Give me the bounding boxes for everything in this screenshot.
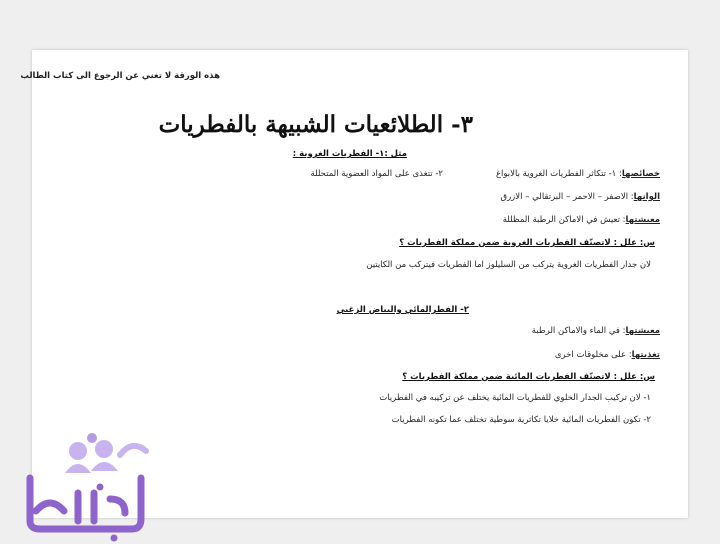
logo-figures-icon [65,433,146,473]
tullabna-logo [20,433,150,543]
section2-heading: ٢- الفطرالمائي والبياض الزغبي [336,305,469,315]
colors-label: الوانها [633,192,660,202]
section2-question: س: علل : لاتصنّف الفطريات المائية ضمن مملكة الفطريات ؟ [402,372,655,382]
section1-characteristics-2: ٢- تتغذى على المواد العضوية المتحللة [310,169,443,179]
section1-characteristics [496,169,660,179]
section2-habitat [532,326,660,336]
nutrition-label: تغذيتها [631,350,660,360]
logo-wordmark [30,478,141,529]
page-title: ٣- الطلائعيات الشبيهة بالفطريات [158,111,473,138]
characteristics-label: خصائصها [621,169,660,179]
habitat-text-2: : في الماء والاماكن الرطبة [531,326,626,336]
section2-answer-2: ٢- تكون الفطريات المائية خلايا تكاثرية سوطية تختلف عما تكونه الفطريات [391,415,651,425]
section2-answer-1: ١- لان تركيب الجدار الخلوي للفطريات المائية يختلف عن تركيبه في الفطريات [379,393,651,403]
habitat-text: : تعيش في الاماكن الرطبة المظللة [502,215,626,225]
section1-question: س: علل : لاتصنّف الفطريات الغروية ضمن مملكة الفطريات ؟ [399,238,655,248]
section1-answer: لان جدار الفطريات الغروية يتركب من السليلوز اما الفطريات فيتركب من الكايتين [366,260,651,270]
habitat-label: معيشتها [625,215,660,225]
colors-text: : الاصفر – الاحمر – البرتقالي – الازرق [500,192,634,202]
section1-colors [500,192,660,202]
characteristics-text: : ١- تتكاثر الفطريات الغروية بالابواغ [495,169,622,179]
nutrition-text: : على مخلوقات اخرى [554,350,632,360]
section1-heading: مثل :١- الفطريات الغروية : [292,149,407,159]
habitat-label-2: معيشتها [625,326,660,336]
header-note: هذه الورقة لا تغني عن الرجوع الى كتاب الطالب [20,71,220,81]
section1-habitat [503,215,660,225]
section2-nutrition [555,350,660,360]
